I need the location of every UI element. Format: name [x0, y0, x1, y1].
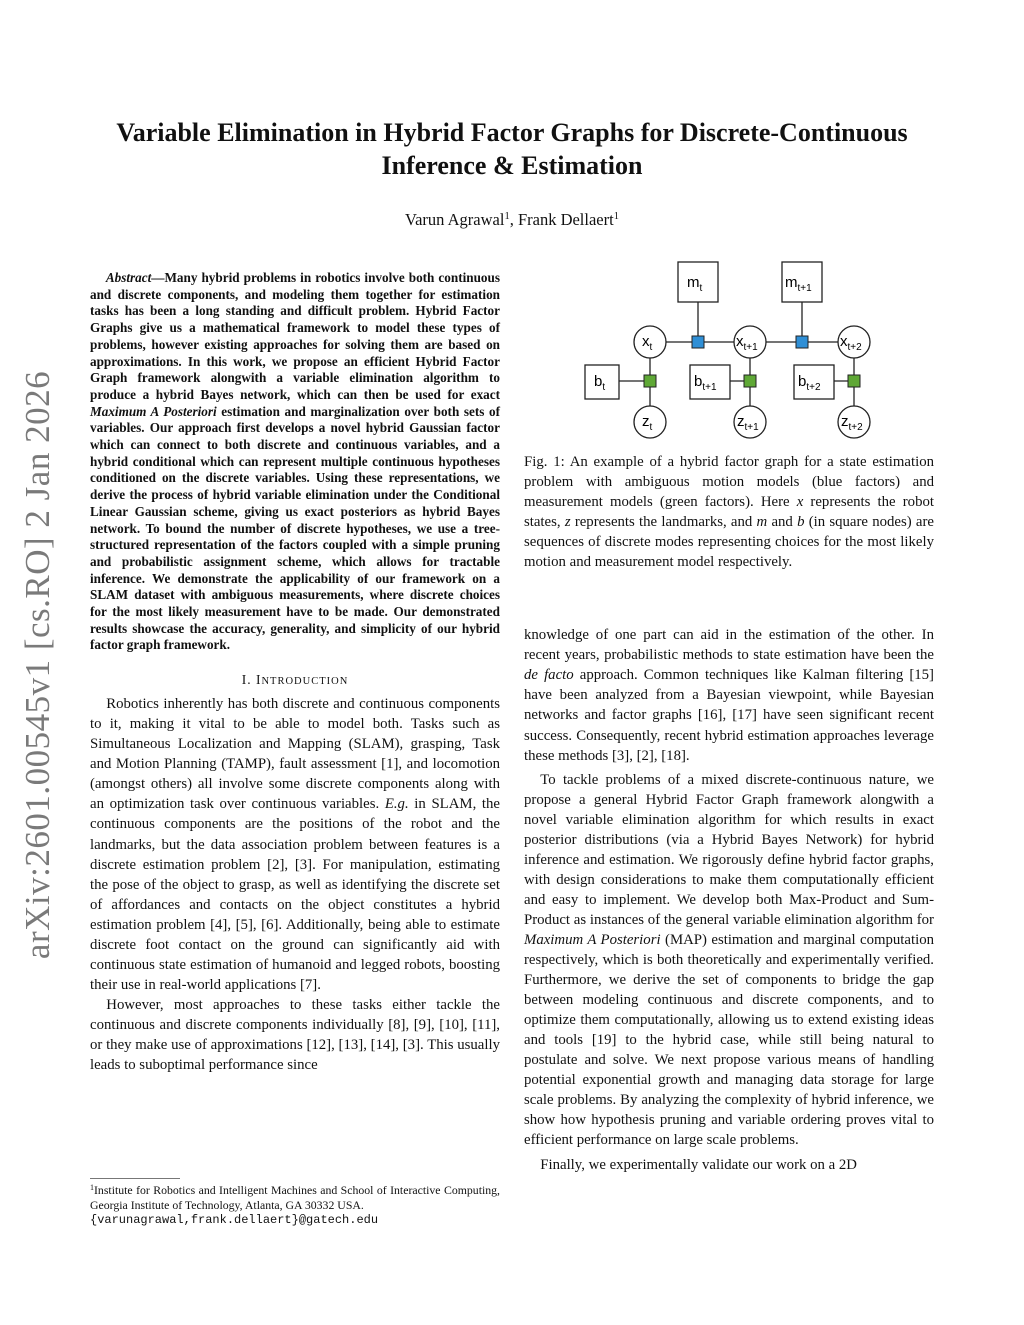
- motion-factor: [796, 336, 808, 348]
- section-heading-introduction: [90, 672, 500, 688]
- caption-text: (in square nodes) are sequences of discrete modes representing choices for the most likely motion and measurement model respectively.: [524, 514, 934, 571]
- figure-caption: [524, 452, 934, 572]
- section-title-initial: I: [255, 672, 262, 688]
- node-subscript: t: [699, 283, 703, 294]
- body-text: approach. Common techniques like Kalman filtering [15] have been analyzed from a Bayesian viewpoint, while Bayesian networks and factor graphs [16], [17] have seen significant recent success. Consequently, recent hybrid estimation approaches leverage these methods [3], [2], [18].: [524, 667, 934, 764]
- affiliation-mark: 1: [504, 211, 510, 222]
- node-label: z: [737, 413, 745, 430]
- node-b-t1: [690, 365, 730, 399]
- node-label: b: [694, 373, 703, 390]
- caption-math: b: [797, 514, 805, 531]
- right-column: [524, 256, 934, 1175]
- section-title-rest: NTRODUCTION: [261, 676, 349, 688]
- node-label: m: [785, 274, 798, 291]
- measurement-factor: [744, 375, 756, 387]
- footnote-separator: [90, 1178, 180, 1179]
- body-text: (MAP) estimation and marginal computation respectively, which is both theoretically and experimentally verified. Furthermore, we derive the set of components to bridge the gap between modeling continuous and discrete components, and to optimize them computationally, allowing us to extend existing ideas and tools [19] to the hybrid case, while still being natural to postulate and solve. We next propose various means of handling potential exponential growth and managing data storage for large scale problems. By analyzing the complexity of hybrid inference, we show how hypothesis pruning and variable ordering proves vital to efficient performance on large scale problems.: [524, 931, 934, 1149]
- abstract-emphasis: Maximum A Posteriori: [90, 403, 217, 419]
- right-paragraph-2: [524, 770, 934, 1151]
- node-subscript: t+2: [806, 382, 821, 393]
- node-label: x: [642, 333, 650, 350]
- footnote-mark: 1: [90, 1183, 94, 1192]
- footnote-email: {varunagrawal,frank.dellaert}@gatech.edu: [90, 1213, 379, 1227]
- node-subscript: t+2: [847, 342, 862, 353]
- node-z-t1: [734, 406, 766, 438]
- caption-math: m: [756, 514, 768, 531]
- abstract-label: Abstract: [105, 270, 152, 285]
- node-subscript: t+1: [797, 283, 812, 294]
- node-x-t: [634, 326, 666, 358]
- right-paragraph-1: [524, 625, 934, 765]
- node-z-t: [634, 406, 666, 438]
- node-x-t2: [838, 326, 870, 358]
- node-subscript: t: [602, 382, 606, 393]
- title-line-2: Inference & Estimation: [381, 151, 643, 180]
- node-x-t1: [734, 326, 766, 358]
- arxiv-identifier-text: arXiv:2601.00545v1 [cs.RO] 2 Jan 2026: [18, 370, 57, 960]
- node-subscript: t+1: [744, 422, 759, 433]
- node-subscript: t+2: [848, 422, 863, 433]
- node-label: x: [736, 333, 744, 350]
- affiliation-mark: 1: [613, 211, 619, 222]
- node-label: b: [594, 373, 603, 390]
- motion-factor: [692, 336, 704, 348]
- node-subscript: t: [649, 342, 653, 353]
- body-text: knowledge of one part can aid in the estimation of the other. In recent years, probabilistic methods to state estimation have been the: [524, 627, 934, 664]
- factor-graph-figure: [524, 256, 934, 446]
- intro-emphasis: E.g.: [384, 796, 409, 813]
- node-label: b: [798, 373, 807, 390]
- author-list: [80, 210, 944, 230]
- abstract-text: Many hybrid problems in robotics involve both continuous and discrete components, and modeling them together for estimation tasks has been a long standing and difficult problem. Hybrid Factor Graphs give us a mathematical framework to model these types of problems, however existing approaches for solving them are based on approximations. In this work, we propose an efficient Hybrid Factor Graph framework alongwith a variable elimination algorithm to produce a hybrid Bayes network, which can then be used for exact: [90, 270, 500, 402]
- intro-paragraph-2: However, most approaches to these tasks either tackle the continuous and discrete components individually [8], [9], [10], [11], or they make use of approximations [12], [13], [14], [3]. This usually leads to suboptimal performance since: [90, 996, 500, 1074]
- footnote-text: Institute for Robotics and Intelligent Machines and School of Interactive Computing, Georgia Institute of Technology, Atlanta, GA 30332 USA.: [90, 1183, 500, 1212]
- node-label: m: [687, 274, 700, 291]
- arxiv-identifier: [8, 370, 68, 960]
- node-z-t2: [838, 406, 870, 438]
- caption-math: z: [564, 514, 571, 531]
- section-numeral: I.: [241, 672, 252, 688]
- node-m-t1: [782, 262, 822, 302]
- author-separator: ,: [509, 210, 518, 229]
- intro-paragraph-1: [90, 694, 500, 995]
- author-name: Frank Dellaert: [517, 210, 614, 229]
- measurement-factor: [848, 375, 860, 387]
- caption-math: x: [796, 494, 804, 511]
- node-label: z: [642, 413, 650, 430]
- abstract-text: estimation and marginalization over both sets of variables. Our approach first develops a novel hybrid Gaussian factor which can connect to both discrete and continuous variables, and a hybrid conditional which can represent multiple continuous hypotheses conditioned on the discrete variables. Using these representations, we derive the process of hybrid variable elimination under the Conditional Linear Gaussian scheme, giving us exact posteriors as hybrid Bayes network. To bound the number of discrete hypotheses, we use a tree-structured representation of the factors coupled with a simple pruning and probabilistic assignment scheme, which allows for tractable inference. We demonstrate the applicability of our framework on a SLAM dataset with ambiguous measurements, where discrete choices for the most likely measurement have to be made. Our demonstrated results showcase the accuracy, generality, and simplicity of our hybrid factor graph framework.: [90, 403, 500, 653]
- node-label: z: [841, 413, 849, 430]
- caption-text: Fig. 1: An example of a hybrid factor graph for a state estimation problem with ambiguous motion models (blue factors) and measurement models (green factors). Here: [524, 454, 934, 511]
- affiliation-footnote: [90, 1183, 500, 1228]
- node-b-t2: [794, 365, 834, 399]
- caption-text: and: [767, 514, 798, 531]
- author-name: Varun Agrawal: [405, 210, 505, 229]
- body-text: To tackle problems of a mixed discrete-continuous nature, we propose a general Hybrid Factor Graph framework alongwith a novel variable elimination algorithm for which results in exact posterior distributions (via a Hybrid Bayes Network) for hybrid inference and estimation. We rigorously define hybrid factor graphs, with design considerations to make them computationally efficient and easy to implement. We develop both Max-Product and Sum-Product as instances of the general variable elimination algorithm for: [524, 771, 934, 928]
- caption-text: represents the robot states,: [524, 494, 934, 531]
- left-column: [90, 270, 500, 1075]
- body-emphasis: Maximum A Posteriori: [524, 931, 661, 948]
- abstract: [90, 270, 500, 654]
- node-subscript: t+1: [702, 382, 717, 393]
- body-emphasis: de facto: [524, 667, 574, 684]
- paper-title: [80, 116, 944, 182]
- title-line-1: Variable Elimination in Hybrid Factor Graphs for Discrete-Continuous: [116, 118, 908, 147]
- node-subscript: t: [649, 422, 653, 433]
- node-label: x: [840, 333, 848, 350]
- factor-graph-diagram: [524, 256, 934, 446]
- intro-text: in SLAM, the continuous components are the positions of the robot and the landmarks, but the data association problem between features is a discrete estimation problem [2], [3]. For manipulation, estimating the pose of the object to grasp, as well as identifying the discrete set of affordances and contacts on the object constitutes a hybrid estimation problem [4], [5], [6]. Additionally, being able to estimate discrete foot contact on the ground can significantly aid with continuous state estimation of humanoid and legged robots, boosting their use in real-world applications [7].: [90, 796, 500, 993]
- node-subscript: t+1: [743, 342, 758, 353]
- right-paragraph-3: Finally, we experimentally validate our work on a 2D: [540, 1156, 857, 1173]
- node-m-t: [678, 262, 718, 302]
- intro-text: Robotics inherently has both discrete and continuous components to it, making it vital to be able to model both. Tasks such as Simultaneous Localization and Mapping (SLAM), grasping, Task and Motion Planning (TAMP), fault assessment [1], and locomotion (amongst others) all involve some discrete components along with an optimization task over continuous variables.: [90, 696, 500, 813]
- measurement-factor: [644, 375, 656, 387]
- caption-text: represents the landmarks, and: [570, 514, 757, 531]
- abstract-dash: —: [151, 270, 165, 285]
- node-b-t: [585, 365, 619, 399]
